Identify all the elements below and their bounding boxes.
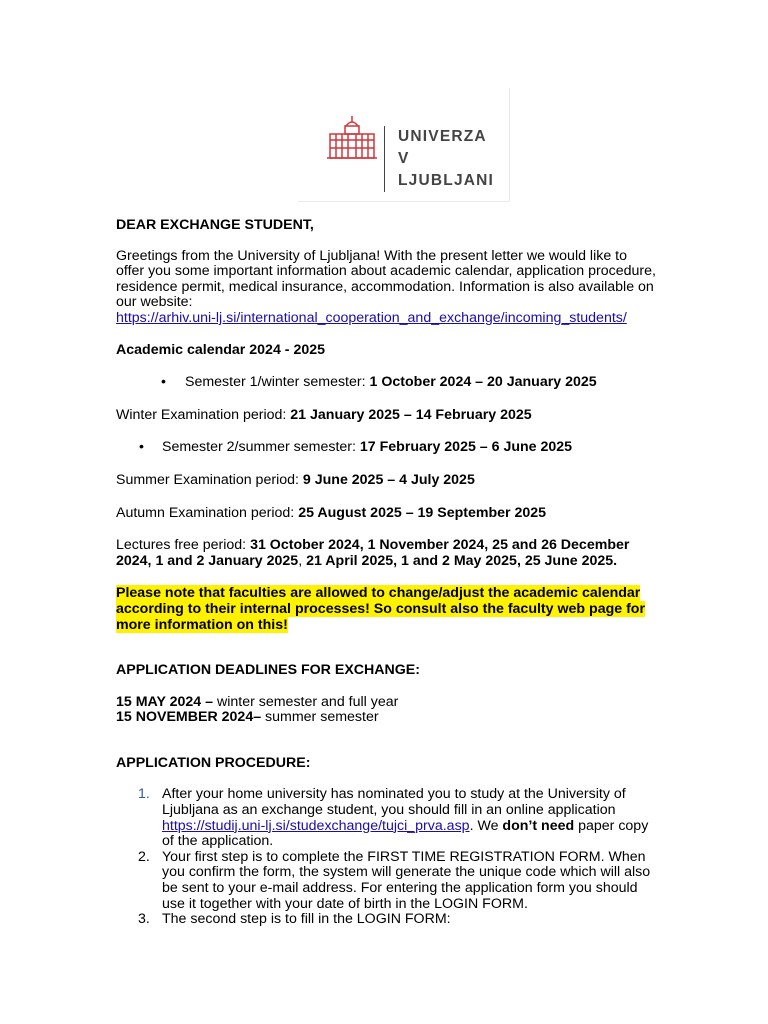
bullet-icon: • [139,439,144,456]
autumn-exam-period [116,506,656,522]
logo-line-2: V LJUBLJANI [398,150,495,189]
semester-1-item [116,375,656,391]
semester-1-label: Semester 1/winter semester: [185,374,370,391]
step-number: 1. [138,786,150,803]
university-building-icon [326,114,378,168]
deadline-list [116,695,656,726]
deadline-date: 15 NOVEMBER 2024– [116,709,266,726]
lectures-free-label: Lectures free period: [116,537,251,554]
autumn-exam-dates: 25 August 2025 – 19 September 2025 [298,504,547,521]
step-text: After your home university has nominated you to study at the University of Ljubljana as an exchange student, you should fill in an online application [162,786,626,819]
website-link[interactable]: https://arhiv.uni-lj.si/international_cooperation_and_exchange/incoming_students/ [116,309,627,326]
autumn-exam-label: Autumn Examination period: [116,504,299,521]
summer-exam-dates: 9 June 2025 – 4 July 2025 [302,471,475,488]
lectures-free-dates: 31 October 2024, 1 November 2024, 25 and 26 December 2024, 1 and 2 January 2025 [116,537,630,569]
procedure-step [116,912,656,928]
deadline-desc: winter semester and full year [216,693,399,710]
university-logo [298,88,510,202]
semester-2-label: Semester 2/summer semester: [162,439,360,456]
application-link[interactable]: https://studij.uni-lj.si/studexchange/tujci_prva.asp [162,817,470,834]
bullet-icon: • [161,374,166,391]
winter-exam-period [116,408,656,424]
calendar-heading: Academic calendar 2024 - 2025 [116,341,326,358]
deadline-desc: summer semester [265,709,379,726]
step-text: The second step is to fill in the LOGIN FORM: [162,911,451,928]
step-text-after: . We [469,817,503,834]
logo-wordmark [384,126,509,192]
intro-paragraph [116,249,656,327]
highlighted-note: Please note that faculties are allowed to change/adjust the academic calendar according to their internal processes! So consult also the faculty web page for more information on this! [116,585,645,633]
lectures-free-period [116,538,656,569]
intro-text: Greetings from the University of Ljubljana! With the present letter we would like to offer you some important information about academic calendar, application procedure, residence permit, medical insurance, accommodation. Information is also available on our website: [116,247,656,311]
winter-exam-dates: 21 January 2025 – 14 February 2025 [290,406,532,423]
semester-2-item [116,440,656,456]
summer-exam-label: Summer Examination period: [116,471,303,488]
calendar-note [116,586,656,633]
winter-exam-label: Winter Examination period: [116,406,291,423]
greeting: DEAR EXCHANGE STUDENT, [116,217,314,233]
procedure-step [116,787,656,849]
step-number: 3. [138,911,150,928]
deadline-date: 15 MAY 2024 – [116,693,217,710]
semester-1-dates: 1 October 2024 – 20 January 2025 [369,374,597,391]
logo-line-1: UNIVERZA [398,128,487,145]
letter-body [116,218,656,928]
procedure-steps [116,787,656,927]
semester-2-dates: 17 February 2025 – 6 June 2025 [359,439,573,456]
step-text: Your first step is to complete the FIRST TIME REGISTRATION FORM. When you confirm the form, the system will generate the unique code which will also be sent to your e-mail address. For entering the application form you should use it together with your date of birth in the LOGIN FORM. [162,848,651,912]
procedure-step [116,850,656,912]
lectures-free-separator: , [298,552,307,569]
summer-exam-period [116,473,656,489]
deadlines-heading: APPLICATION DEADLINES FOR EXCHANGE: [116,662,420,679]
step-text-end: paper copy of the application. [162,817,649,850]
step-number: 2. [138,848,150,865]
lectures-free-dates-2: 21 April 2025 [306,552,394,569]
lectures-free-dates-3: , 1 and 2 May 2025, 25 June 2025. [393,552,618,569]
procedure-heading: APPLICATION PROCEDURE: [116,754,311,771]
logo-divider [384,126,509,192]
step-bold-text: don’t need [502,817,575,834]
